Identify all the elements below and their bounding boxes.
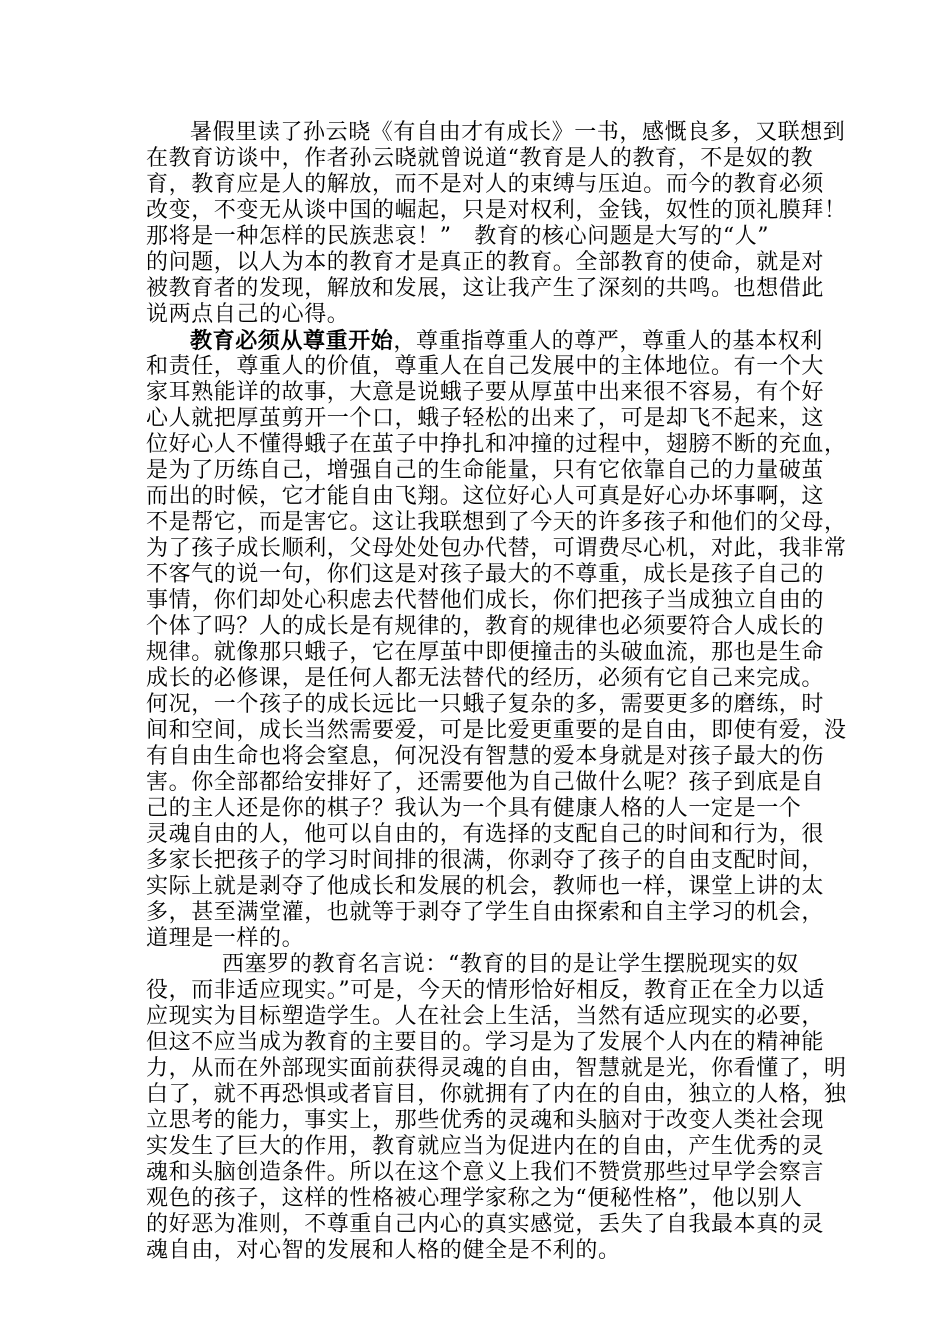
text-line: 暑假里读了孙云晓《有自由才有成长》一书，感慨良多，又联想到 [190,120,846,145]
text-line: 灵魂自由的人，他可以自由的，有选择的支配自己的时间和行为，很 [146,822,825,847]
text-line: 西塞罗的教育名言说：“教育的目的是让学生摆脱现实的奴 [222,952,799,977]
text-line: 白了，就不再恐惧或者盲目，你就拥有了内在的自由，独立的人格，独 [146,1082,847,1107]
text-line: 实发生了巨大的作用，教育就应当为促进内在的自由，产生优秀的灵 [146,1134,825,1159]
paragraph-cicero [146,952,847,1264]
text-line: 力，从而在外部现实面前获得灵魂的自由，智慧就是光，你看懂了，明 [146,1056,847,1081]
text-line: 说两点自己的心得。 [146,302,350,327]
text-line: 不客气的说一句，你们这是对孩子最大的不尊重，成长是孩子自己的 [146,562,825,587]
text-line: 改变，不变无从谈中国的崛起，只是对权利，金钱，奴性的顶礼膜拜！ [146,198,847,223]
text-line: 位好心人不懂得蛾子在茧子中挣扎和冲撞的过程中，翅膀不断的充血， [146,432,847,457]
text-line: 己的主人还是你的棋子？我认为一个具有健康人格的人一定是一个 [146,796,802,821]
text-line: 那将是一种怎样的民族悲哀！” 教育的核心问题是大写的“人” [146,224,770,249]
text-line: 魂和头脑创造条件。所以在这个意义上我们不赞赏那些过早学会察言 [146,1160,825,1185]
paragraph-respect [146,328,847,952]
text-line: 实际上就是剥夺了他成长和发展的机会，教师也一样，课堂上讲的太 [146,874,825,899]
text-line: 魂自由，对心智的发展和人格的健全是不利的。 [146,1238,621,1263]
text-line: 道理是一样的。 [146,926,305,951]
text-line: 观色的孩子，这样的性格被心理学家称之为“便秘性格”，他以别人 [146,1186,803,1211]
text-line: 规律。就像那只蛾子，它在厚茧中即便撞击的头破血流，那也是生命 [146,640,825,665]
text-line: 间和空间，成长当然需要爱，可是比爱更重要的是自由，即使有爱，没 [146,718,847,743]
text-line: 事情，你们却处心积虑去代替他们成长，你们把孩子当成独立自由的 [146,588,825,613]
text-line: 是为了历练自己，增强自己的生命能量，只有它依靠自己的力量破茧 [146,458,825,483]
text-line: 有自由生命也将会窒息，何况没有智慧的爱本身就是对孩子最大的伤 [146,744,825,769]
section-heading: 教育必须从尊重开始 [190,328,394,354]
text-line: 成长的必修课，是任何人都无法替代的经历，必须有它自己来完成。 [146,666,825,691]
text-line [146,328,826,354]
text-line: 为了孩子成长顺利，父母处处包办代替，可谓费尽心机，对此，我非常 [146,536,847,561]
text-line: 育，教育应是人的解放，而不是对人的束缚与压迫。而今的教育必须 [146,172,825,197]
text-line: 役，而非适应现实。”可是，今天的情形恰好相反，教育正在全力以适 [146,978,825,1003]
document-page [146,120,847,1264]
text-line: 立思考的能力，事实上，那些优秀的灵魂和头脑对于改变人类社会现 [146,1108,825,1133]
paragraph-intro [146,120,847,328]
text-line: 个体了吗？人的成长是有规律的，教育的规律也必须要符合人成长的 [146,614,825,639]
text-line: 被教育者的发现，解放和发展，这让我产生了深刻的共鸣。也想借此 [146,276,825,301]
text-line: 家耳熟能详的故事，大意是说蛾子要从厚茧中出来很不容易，有个好 [146,380,825,405]
text-line: 在教育访谈中，作者孙云晓就曾说道“教育是人的教育，不是奴的教 [146,146,814,171]
text-line: 应现实为目标塑造学生。人在社会上生活，当然有适应现实的必要， [146,1004,825,1029]
text-line: 的问题，以人为本的教育才是真正的教育。全部教育的使命，就是对 [146,250,825,275]
text-line: 多家长把孩子的学习时间排的很满，你剥夺了孩子的自由支配时间， [146,848,825,873]
text-line: 何况，一个孩子的成长远比一只蛾子复杂的多，需要更多的磨练，时 [146,692,825,717]
heading-line-rest: ，尊重指尊重人的尊严，尊重人的基本权利 [393,329,823,354]
text-line: 多，甚至满堂灌，也就等于剥夺了学生自由探索和自主学习的机会， [146,900,825,925]
text-line: 的好恶为准则，不尊重自己内心的真实感觉，丢失了自我最本真的灵 [146,1212,825,1237]
text-line: 但这不应当成为教育的主要目的。学习是为了发展个人内在的精神能 [146,1030,825,1055]
text-line: 心人就把厚茧剪开一个口，蛾子轻松的出来了，可是却飞不起来，这 [146,406,825,431]
text-line: 而出的时候，它才能自由飞翔。这位好心人可真是好心办坏事啊，这 [146,484,825,509]
text-line: 和责任，尊重人的价值，尊重人在自己发展中的主体地位。有一个大 [146,354,825,379]
text-line: 不是帮它，而是害它。这让我联想到了今天的许多孩子和他们的父母， [146,510,847,535]
text-line: 害。你全部都给安排好了，还需要他为自己做什么呢？孩子到底是自 [146,770,825,795]
